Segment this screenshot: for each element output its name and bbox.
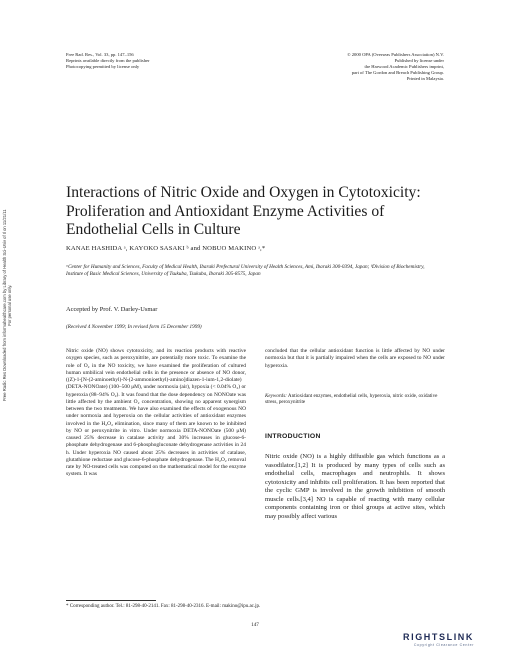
keywords-label: Keywords:	[265, 393, 287, 399]
affiliations: ᵃCenter for Humanity and Sciences, Faculty of Medical Health, Ibaraki Prefectural University of Health Sciences, Ami, Ibaraki 300-0394, Japan; ᵇDivision of Biochemistry, Institute of Basic Medical Sciences, University of Tsukuba, Tsukuba, Ibaraki 305-8575, Japan	[66, 264, 425, 278]
introduction-text: Nitric oxide (NO) is a highly diffusible gas which functions as a vasodilator.[1,2] It is produced by many types of cells such as endothelial cells, macrophages and neutrophils. It shows cytotoxicity and inhibits cell proliferation. It has been reported that the cyclic GMP is involved in the growth inhibition of smooth muscle cells.[3,4] NO is capable of reacting with many cellular components containing iron or thiol groups at active sites, which may possibly affect various	[265, 453, 445, 520]
abstract-conclusion: concluded that the cellular antioxidant function is little affected by NO under normoxia but that it is partially impaired when the cells are exposed to NO under hyperoxia.	[265, 348, 445, 369]
received-dates: (Received 4 November 1999; In revised form 15 December 1999)	[66, 324, 202, 330]
article-title: Interactions of Nitric Oxide and Oxygen in Cytotoxicity: Proliferation and Antioxidant Enzyme Activities of Endothelial Cells in Culture	[66, 184, 421, 238]
rightslink-tagline: Copyright Clearance Center	[413, 643, 474, 647]
corresponding-author-footnote: * Corresponding author. Tel.: 81-298-40-2141. Fax: 81-298-40-2316. E-mail: makino@ipu.ac.jp.	[66, 604, 261, 609]
footnote-rule	[66, 600, 156, 601]
copyright-notice: © 2000 OPA (Overseas Publishers Association) N.V. Published by license under the Harwood Academic Publishers imprint, part of The Gordon and Breach Publishing Group. Printed in Malaysia.	[347, 52, 444, 81]
author-list: KANAE HASHIDA ᵃ, KAYOKO SASAKI ᵇ and NOBUO MAKINO ᵃ,*	[66, 245, 266, 252]
accepted-by: Accepted by Prof. V. Darley-Usmar	[66, 306, 158, 313]
page-number: 147	[251, 622, 259, 628]
section-heading-introduction: INTRODUCTION	[265, 433, 321, 440]
download-watermark: Free Radic Res Downloaded from informahealthcare.com by Library of Health Sci-Univ of Il on 11/21/11 For personal use only.	[1, 209, 12, 402]
keywords	[265, 393, 445, 406]
abstract-text: Nitric oxide (NO) shows cytotoxicity, and its reaction products with reactive oxygen species, such as peroxynitrite, are potentially more toxic. To examine the role of O₂ in the NO toxicity, we have examined the proliferation of cultured human umbilical vein endothelial cells in the presence or absence of NO donor, ((Z)-1-[N-(2-aminoethyl)-N-(2-ammonioethyl)-amino]diazen-1-ium-1,2-diolate) (DETA-NONOate) (100–500 μM), under normoxia (air), hypoxia (< 0.04% O₂) or hyperoxia (88–94% O₂). It was found that the dose dependency on NONOate was little affected by the ambient O₂ concentration, showing no apparent synergism between the two treatments. We have also examined the effects of exogenous NO under normoxia and hyperoxia on the cellular activities of antioxidant enzymes involved in the H₂O₂ elimination, since many of them are known to be inhibited by NO or peroxynitrite in vitro. Under normoxia DETA-NONOate (500 μM) caused 25% decrease in catalase activity and 30% increases in glucose-6-phosphate dehydrogenase and 6-phosphogluconate dehydrogenase activities in 24 h. Under hyperoxia NO caused about 25% decreases in activities of catalase, glutathione reductase and glucose-6-phosphate dehydrogenase. The H₂O₂ removal rate by NO-treated cells was computed on the mathematical model for the enzyme system. It was	[66, 348, 246, 478]
journal-citation: Free Rad. Res., Vol. 33, pp. 147–156 Reprints available directly from the publisher Photocopying permitted by license only	[66, 52, 150, 69]
rightslink-logo[interactable]: RIGHTSLINK	[403, 632, 474, 642]
keywords-list: Antioxidant enzymes, endothelial cells, hyperoxia, nitric oxide, oxidative stress, peroxynitrite	[265, 393, 438, 406]
